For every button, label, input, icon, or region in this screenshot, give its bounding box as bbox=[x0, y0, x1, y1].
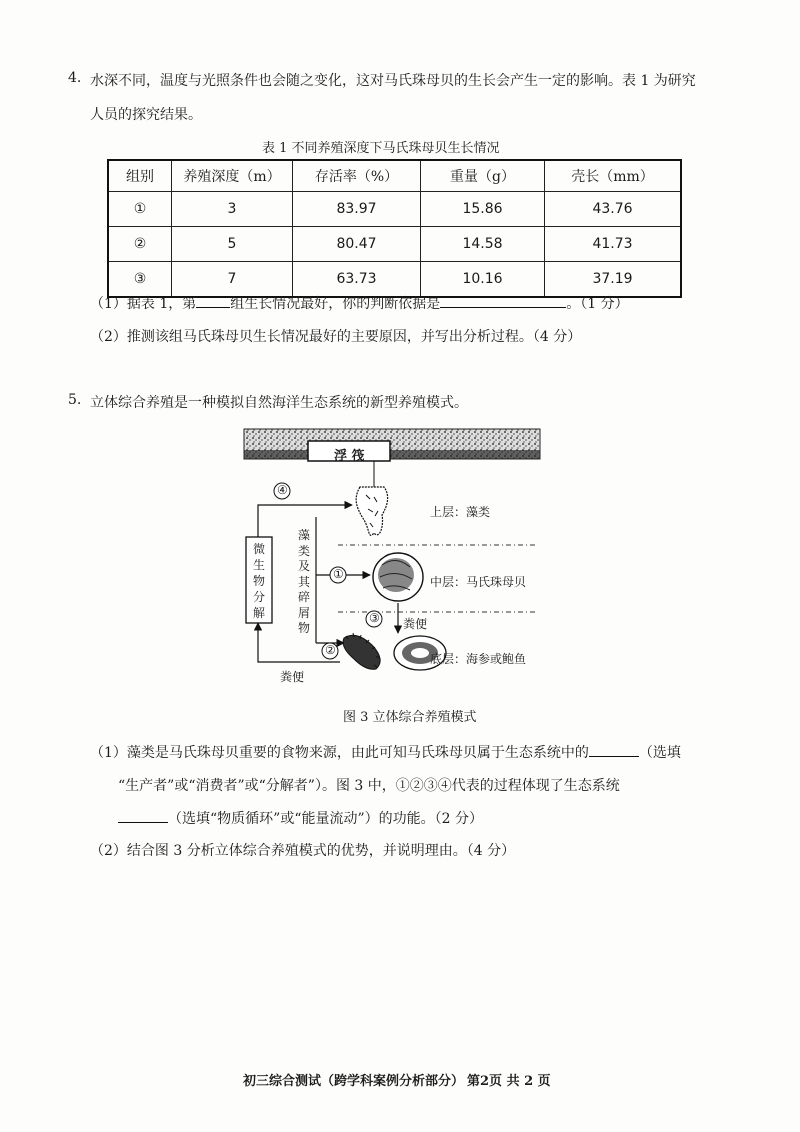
marker-1-label: ① bbox=[333, 567, 344, 581]
table-cell: 3 bbox=[172, 192, 293, 227]
answer-blank[interactable] bbox=[440, 293, 566, 308]
table-header-row bbox=[108, 160, 681, 192]
table-title: 表 1 不同养殖深度下马氏珠母贝生长情况 bbox=[262, 141, 500, 156]
answer-blank[interactable] bbox=[589, 742, 639, 757]
q4-sub2: （2）推测该组马氏珠母贝生长情况最好的主要原因，并写出分析过程。（4 分） bbox=[90, 329, 582, 345]
table-cell: 63.73 bbox=[293, 262, 421, 298]
pearl-oyster-illustration bbox=[373, 553, 423, 601]
algae-char: 物 bbox=[297, 621, 310, 635]
algae-detritus-label bbox=[296, 528, 312, 637]
table-cell: 43.76 bbox=[545, 192, 682, 227]
layer-bottom-label: 底层：海参或鲍鱼 bbox=[430, 652, 527, 666]
figure-3-diagram bbox=[240, 425, 550, 685]
q5-sub1-line3 bbox=[118, 808, 483, 828]
table-header-cell: 养殖深度（m） bbox=[172, 160, 293, 192]
table-cell: ① bbox=[108, 192, 172, 227]
table-cell: 14.58 bbox=[421, 227, 545, 262]
answer-blank[interactable] bbox=[118, 808, 168, 823]
growth-table bbox=[107, 159, 682, 298]
table-row bbox=[108, 192, 681, 227]
q4-sub1-prefix: （1）据表 1，第 bbox=[90, 296, 197, 312]
table-cell: 37.19 bbox=[545, 262, 682, 298]
q4-stem-line1: 水深不同，温度与光照条件也会随之变化，这对马氏珠母贝的生长会产生一定的影响。表 1 为研究 bbox=[90, 73, 696, 89]
algae-char: 碎 bbox=[297, 590, 310, 604]
table-cell: 83.97 bbox=[293, 192, 421, 227]
table-cell: 80.47 bbox=[293, 227, 421, 262]
algae-char: 屑 bbox=[297, 605, 310, 620]
layer-top-label: 上层：藻类 bbox=[430, 505, 491, 519]
layer-mid-label: 中层：马氏珠母贝 bbox=[430, 575, 527, 589]
float-raft-label: 浮 筏 bbox=[334, 449, 365, 464]
answer-blank[interactable] bbox=[196, 293, 230, 308]
decomposer-char: 生 bbox=[252, 558, 265, 572]
table-cell: ② bbox=[108, 227, 172, 262]
footer-title: 初三综合测试（跨学科案例分析部分） bbox=[243, 1074, 465, 1089]
table-cell: 5 bbox=[172, 227, 293, 262]
q5-sub1-line3-text: （选填“物质循环”或“能量流动”）的功能。（2 分） bbox=[168, 811, 483, 827]
feces-label-bottom: 粪便 bbox=[280, 670, 305, 684]
table-header-cell: 壳长（mm） bbox=[545, 160, 682, 192]
q5-sub2: （2）结合图 3 分析立体综合养殖模式的优势，并说明理由。（4 分） bbox=[90, 843, 516, 859]
table-cell: 15.86 bbox=[421, 192, 545, 227]
q4-sub1-middle: 组生长情况最好，你的判断依据是 bbox=[230, 296, 441, 312]
decomposer-char: 物 bbox=[252, 574, 265, 588]
decomposer-label bbox=[247, 541, 271, 621]
q5-sub1-line1 bbox=[90, 742, 681, 762]
q5-stem: 立体综合养殖是一种模拟自然海洋生态系统的新型养殖模式。 bbox=[90, 395, 468, 411]
algae-char: 其 bbox=[297, 574, 310, 589]
table-row bbox=[108, 262, 681, 298]
table-cell: 10.16 bbox=[421, 262, 545, 298]
q4-number: 4. bbox=[68, 70, 82, 86]
algae-char: 藻 bbox=[297, 528, 310, 542]
footer-page-number: 第2页 共 2 页 bbox=[467, 1074, 551, 1089]
marker-4-label: ④ bbox=[277, 483, 288, 497]
q5-sub1-line1-end: （选填 bbox=[638, 745, 681, 761]
q4-sub1 bbox=[90, 293, 629, 313]
table-cell: 41.73 bbox=[545, 227, 682, 262]
table-cell: ③ bbox=[108, 262, 172, 298]
table-row bbox=[108, 227, 681, 262]
figure-caption: 图 3 立体综合养殖模式 bbox=[343, 710, 477, 725]
table-header-cell: 组别 bbox=[108, 160, 172, 192]
table-header-cell: 存活率（%） bbox=[293, 160, 421, 192]
feces-label-mid: 粪便 bbox=[403, 617, 428, 631]
q5-sub1-line2: “生产者”或“消费者”或“分解者”）。图 3 中，①②③④代表的过程体现了生态系统 bbox=[118, 778, 620, 794]
decomposer-char: 分 bbox=[252, 590, 265, 604]
decomposer-char: 解 bbox=[252, 606, 265, 620]
q4-sub1-suffix: 。（1 分） bbox=[566, 296, 629, 312]
decomposer-char: 微 bbox=[252, 542, 265, 556]
table-header-cell: 重量（g） bbox=[421, 160, 545, 192]
marker-2-label: ② bbox=[325, 643, 336, 657]
sea-cucumber-illustration bbox=[343, 633, 380, 669]
q5-sub1-line1-text: （1）藻类是马氏珠母贝重要的食物来源，由此可知马氏珠母贝属于生态系统中的 bbox=[90, 745, 589, 761]
q4-stem-line2: 人员的探究结果。 bbox=[90, 107, 202, 123]
algae-char: 及 bbox=[297, 559, 310, 573]
algae-char: 类 bbox=[297, 543, 310, 558]
q5-number: 5. bbox=[68, 392, 82, 408]
table-cell: 7 bbox=[172, 262, 293, 298]
marker-3-label: ③ bbox=[369, 611, 380, 625]
